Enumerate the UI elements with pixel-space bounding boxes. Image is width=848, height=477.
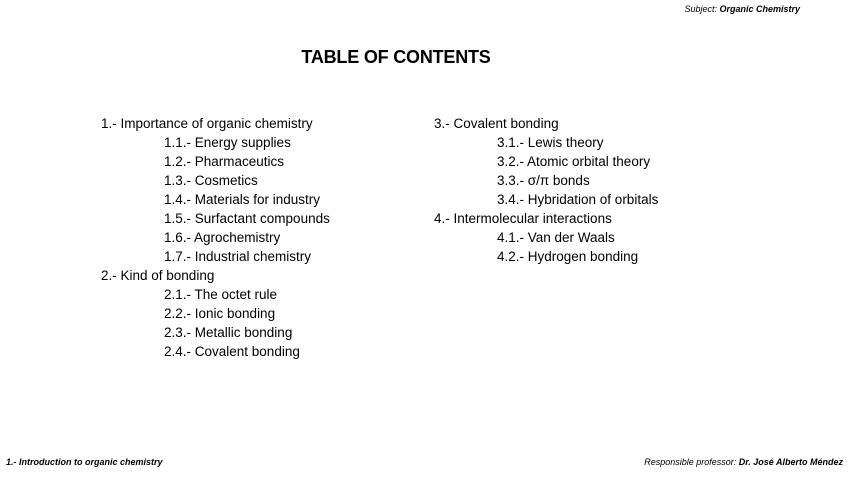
toc-subsection: 2.4.- Covalent bonding xyxy=(164,344,300,359)
toc-subsection: 4.2.- Hydrogen bonding xyxy=(497,249,639,264)
subject-value: Organic Chemistry xyxy=(719,4,800,14)
page-title: TABLE OF CONTENTS xyxy=(301,47,491,67)
toc-subsection: 1.2.- Pharmaceutics xyxy=(164,154,285,169)
toc-section: 2.- Kind of bonding xyxy=(101,268,215,283)
toc-subsection: 3.4.- Hybridation of orbitals xyxy=(497,192,659,207)
toc-section: 4.- Intermolecular interactions xyxy=(434,211,612,226)
professor-name: Dr. José Alberto Méndez xyxy=(738,457,843,467)
subject-label: Subject: xyxy=(684,4,720,14)
toc-subsection: 2.1.- The octet rule xyxy=(164,287,278,302)
toc-subsection: 1.4.- Materials for industry xyxy=(164,192,321,207)
toc-subsection: 1.6.- Agrochemistry xyxy=(164,230,281,245)
subject-header xyxy=(684,4,800,14)
professor-label: Responsible professor: xyxy=(644,457,739,467)
toc-subsection: 2.2.- Ionic bonding xyxy=(164,306,276,321)
chapter-footer: 1.- Introduction to organic chemistry xyxy=(6,457,163,467)
toc-subsection: 4.1.- Van der Waals xyxy=(497,230,615,245)
toc-subsection: 1.7.- Industrial chemistry xyxy=(164,249,312,264)
toc-subsection: 3.2.- Atomic orbital theory xyxy=(497,154,651,169)
toc-subsection: 1.5.- Surfactant compounds xyxy=(164,211,330,226)
toc-subsection: 3.3.- σ/π bonds xyxy=(497,173,590,188)
toc-subsection: 1.1.- Energy supplies xyxy=(164,135,291,150)
toc-right-column xyxy=(434,114,658,266)
toc-left-column xyxy=(101,114,330,361)
toc-subsection: 1.3.- Cosmetics xyxy=(164,173,258,188)
toc-section: 3.- Covalent bonding xyxy=(434,116,559,131)
toc-subsection: 2.3.- Metallic bonding xyxy=(164,325,293,340)
toc-subsection: 3.1.- Lewis theory xyxy=(497,135,604,150)
professor-footer xyxy=(644,457,843,467)
toc-section: 1.- Importance of organic chemistry xyxy=(101,116,313,131)
